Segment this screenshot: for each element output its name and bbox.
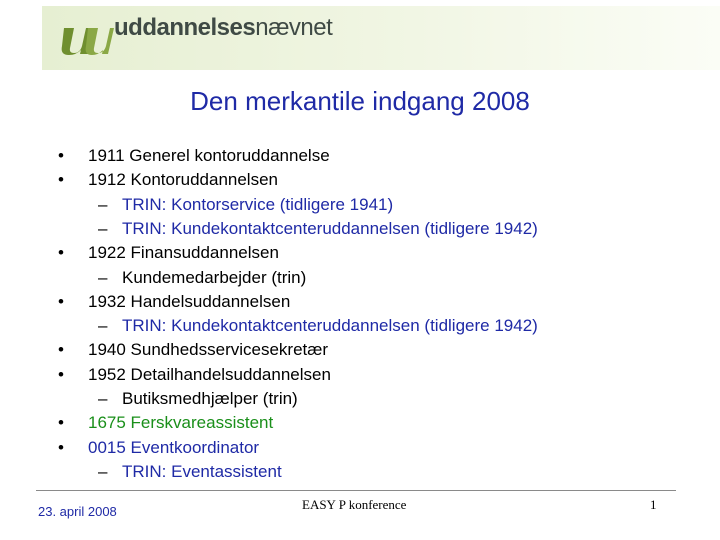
slide-title: Den merkantile indgang 2008 [190,86,530,116]
list-item-text: 1911 Generel kontoruddannelse [88,146,330,165]
dash-marker: – [98,218,108,238]
list-item-text: 1922 Finansuddannelsen [88,243,279,263]
bullet-marker: • [58,291,64,311]
dash-marker: – [98,194,108,214]
page-number: 1 [650,497,657,512]
footer-date: 23. april 2008 [38,504,117,519]
uu-logo-icon [58,18,114,64]
dash-marker: – [98,461,108,481]
list-item-text: TRIN: Kundekontaktcenteruddannelsen (tidligere 1942) [122,218,538,238]
list-item-text: 1675 Ferskvareassistent [88,413,274,433]
bullet-marker: • [58,170,64,190]
list-item-text: TRIN: Kontorservice (tidligere 1941) [122,194,394,214]
bullet-marker: • [58,146,64,165]
footer-title: EASY P konference [302,497,407,512]
list-item-text: 0015 Eventkoordinator [88,437,260,457]
list-item-text: 1940 Sundhedsservicesekretær [88,340,329,360]
dash-marker: – [98,389,108,408]
logo-text-bold: uddannelses [114,14,256,41]
list-item-text: 1952 Detailhandelsuddannelsen [88,364,331,384]
dash-marker: – [98,316,108,336]
list-item-text: Kundemedarbejder (trin) [122,267,307,287]
bullet-marker: • [58,437,64,457]
dash-marker: – [98,267,108,287]
list-item-text: 1912 Kontoruddannelsen [88,170,278,190]
bullet-marker: • [58,413,64,433]
logo-wordmark [114,14,332,42]
list-item-text: Butiksmedhjælper (trin) [122,389,298,408]
list-item-text: TRIN: Kundekontaktcenteruddannelsen (tidligere 1942) [122,316,538,336]
list-item-text: 1932 Handelsuddannelsen [88,291,291,311]
bullet-marker: • [58,340,64,360]
list-item-text: TRIN: Eventassistent [122,461,282,481]
bullet-marker: • [58,243,64,263]
footer-divider [36,490,676,491]
bullet-marker: • [58,364,64,384]
logo-text-light: nævnet [255,14,333,41]
